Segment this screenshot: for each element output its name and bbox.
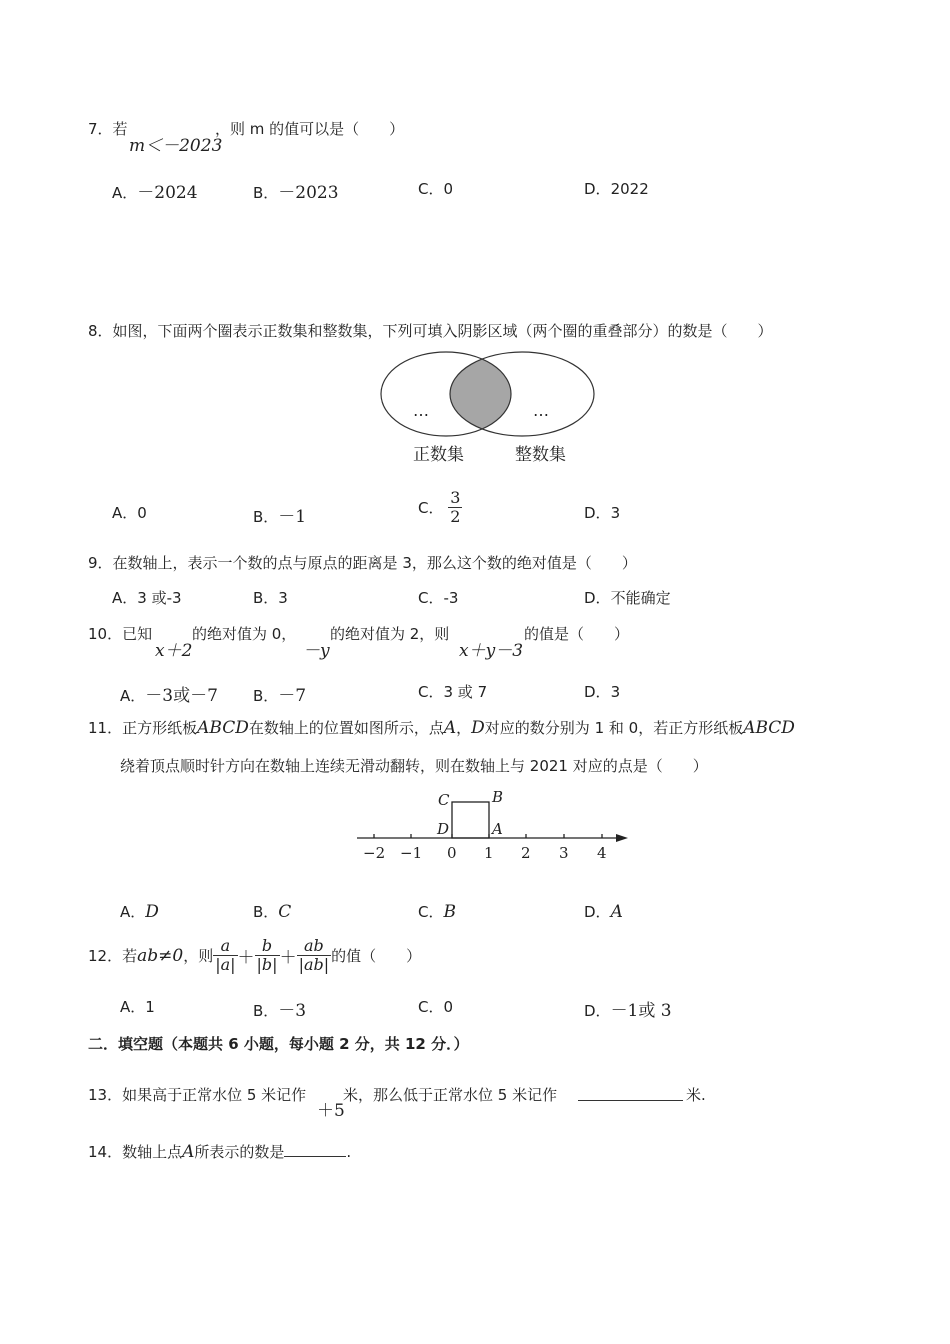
q7-condition: m＜－2023 — [129, 136, 223, 156]
q8-stem: 8．如图，下面两个圈表示正数集和整数集，下列可填入阴影区域（两个圈的重叠部分）的数是（ ） — [88, 322, 773, 340]
vertex-label-c: C — [438, 791, 450, 809]
q13-stem-part3: 米. — [686, 1086, 706, 1104]
q11-stem-line1: 11．正方形纸板ABCD在数轴上的位置如图所示，点A，D对应的数分别为 1 和 0，若正方形纸板ABCD — [88, 718, 795, 738]
q14-stem: 14．数轴上点A所表示的数是 . — [88, 1142, 352, 1162]
tick-label: 3 — [559, 844, 569, 862]
integer-set-label: 整数集 — [515, 445, 566, 465]
tick-label: 2 — [521, 844, 531, 862]
q10-option-b[interactable]: B．－7 — [253, 686, 307, 706]
square-abcd — [452, 802, 489, 838]
fraction-ab-over-abs-ab: $\frac{ab}{|ab|}$ — [298, 936, 330, 974]
q7-option-d[interactable]: D．2022 — [584, 180, 649, 198]
tick-label: 0 — [447, 844, 457, 862]
q9-option-a[interactable]: A．3 或-3 — [112, 589, 182, 607]
q9-stem: 9．在数轴上，表示一个数的点与原点的距离是 3，那么这个数的绝对值是（ ） — [88, 554, 637, 572]
left-dots: … — [413, 401, 429, 420]
q12-option-a[interactable]: A．1 — [120, 998, 155, 1016]
q7-option-c[interactable]: C．0 — [418, 180, 454, 198]
q11-option-d[interactable]: D．A — [584, 902, 623, 922]
axis-arrow-icon — [616, 834, 628, 842]
q10-expr-x-plus-y-minus-3: x＋y－3 — [459, 641, 524, 661]
q11-option-c[interactable]: C．B — [418, 902, 456, 922]
q9-option-d[interactable]: D．不能确定 — [584, 589, 671, 607]
number-line-figure — [350, 783, 640, 868]
q10-expr-x-plus-2: x＋2 — [155, 641, 193, 661]
q11-option-a[interactable]: A．D — [120, 902, 159, 922]
q10-option-c[interactable]: C．3 或 7 — [418, 683, 488, 701]
q10-stem-part4: 的值是（ ） — [524, 625, 630, 643]
q11-option-b[interactable]: B．C — [253, 902, 292, 922]
q8-option-a[interactable]: A．0 — [112, 504, 147, 522]
q13-answer-blank[interactable] — [578, 1086, 683, 1105]
q12-stem: 12． 若 ab≠0 ，则 $\frac{a}{|a|}$ ＋ $\frac{b}{|b|}$ ＋ $\frac{ab}{|ab|}$ 的值（ ） — [88, 936, 422, 974]
vertex-label-d: D — [437, 820, 450, 838]
fraction-b-over-abs-b: $\frac{b}{|b|}$ — [256, 936, 278, 974]
q7-stem-tail: ，则 m 的值可以是（ ） — [215, 120, 405, 138]
tick-label: 4 — [597, 844, 607, 862]
positive-set-label: 正数集 — [413, 445, 464, 465]
q12-option-d[interactable]: D．－1或 3 — [584, 1001, 672, 1021]
q13-stem-part2: 米，那么低于正常水位 5 米记作 — [343, 1086, 558, 1104]
q8-option-d[interactable]: D．3 — [584, 504, 621, 522]
q7-option-b[interactable]: B．－2023 — [253, 183, 339, 203]
q14-answer-blank[interactable] — [284, 1142, 346, 1157]
q13-expr-plus-5: ＋5 — [317, 1101, 345, 1121]
tick-label: −2 — [363, 844, 386, 862]
q7-option-a[interactable]: A．－2024 — [112, 183, 198, 203]
q10-stem-part3: 的绝对值为 2，则 — [330, 625, 450, 643]
q13-stem-part1: 13．如果高于正常水位 5 米记作 — [88, 1086, 307, 1104]
q9-option-c[interactable]: C．-3 — [418, 589, 459, 607]
right-dots: … — [533, 401, 549, 420]
q12-option-b[interactable]: B．－3 — [253, 1001, 307, 1021]
venn-diagram — [375, 348, 605, 473]
q10-expr-neg-y: －y — [303, 641, 330, 661]
q10-stem-part1: 10．已知 — [88, 625, 153, 643]
tick-label: −1 — [400, 844, 423, 862]
fraction-a-over-abs-a: $\frac{a}{|a|}$ — [215, 936, 236, 974]
q10-option-d[interactable]: D．3 — [584, 683, 621, 701]
q9-option-b[interactable]: B．3 — [253, 589, 288, 607]
q10-option-a[interactable]: A．－3或－7 — [120, 686, 218, 706]
q8-option-c[interactable]: C． $\frac{3}{2}$ — [418, 488, 461, 526]
q10-stem-part2: 的绝对值为 0， — [192, 625, 297, 643]
q11-stem-line2: 绕着顶点顺时针方向在数轴上连续无滑动翻转，则在数轴上与 2021 对应的点是（ ） — [120, 757, 708, 775]
q12-condition: ab≠0 — [137, 945, 184, 966]
vertex-label-a: A — [492, 820, 503, 838]
fraction-three-halves: $\frac{3}{2}$ — [450, 488, 461, 526]
section-heading-fill-blank: 二．填空题（本题共 6 小题，每小题 2 分，共 12 分．） — [88, 1035, 469, 1053]
question-number: 7． — [88, 120, 113, 138]
tick-label: 1 — [484, 844, 494, 862]
q12-option-c[interactable]: C．0 — [418, 998, 454, 1016]
q7-stem: 7．若 — [88, 120, 128, 138]
vertex-label-b: B — [492, 788, 504, 806]
q8-option-b[interactable]: B．－1 — [253, 507, 307, 527]
